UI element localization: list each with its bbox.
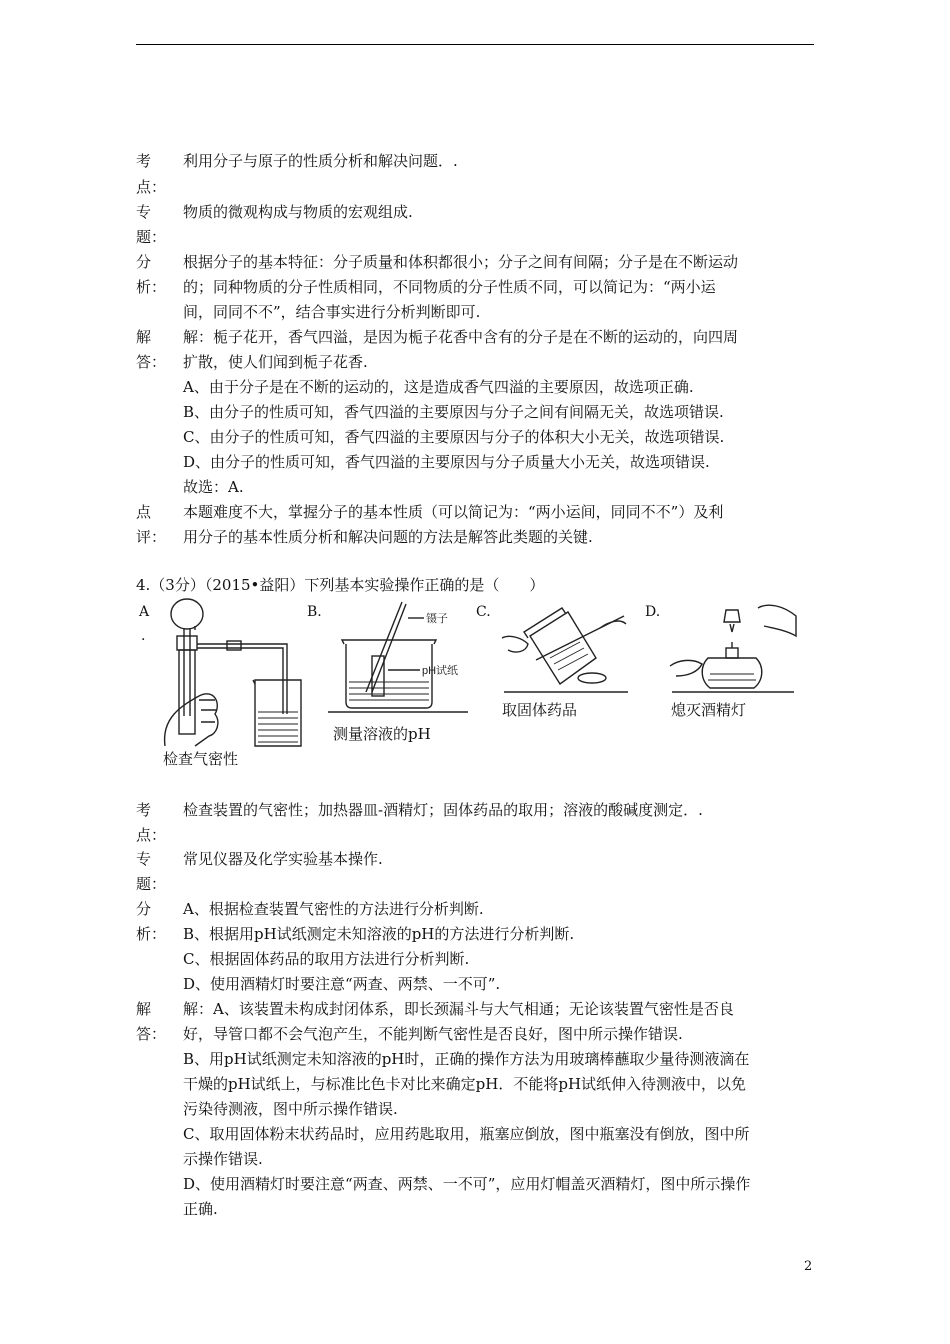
- q3-zhuanti-text: 物质的微观构成与物质的宏观组成.: [183, 203, 413, 221]
- page-number: 2: [804, 1259, 813, 1274]
- q4-kaodian-label-2: 点：: [136, 826, 167, 844]
- q4-option-d-label: D.: [645, 604, 661, 620]
- q4-kaodian-text: 检查装置的气密性；加热器皿-酒精灯；固体药品的取用；溶液的酸碱度测定．.: [183, 801, 703, 819]
- figure-a-airtightness: [155, 596, 305, 748]
- q4-jieda-label: 解: [136, 1000, 152, 1018]
- q4-zhuanti-label: 专: [136, 850, 152, 868]
- q3-jieda-line: D、由分子的性质可知，香气四溢的主要原因与分子质量大小无关，故选项错误.: [183, 453, 710, 471]
- q3-fenxi-label-2: 析：: [136, 278, 167, 296]
- header-rule: [136, 44, 814, 45]
- figure-d-alcohol-lamp: [668, 596, 798, 696]
- q4-fenxi-line: B、根据用pH试纸测定未知溶液的pH的方法进行分析判断.: [183, 925, 575, 943]
- q4-option-b-caption: 测量溶液的pH: [333, 725, 431, 743]
- q4-option-d-caption: 熄灭酒精灯: [671, 701, 747, 719]
- q4-kaodian-label: 考: [136, 801, 152, 819]
- q4-option-a-caption: 检查气密性: [163, 750, 239, 768]
- q3-zhuanti-label: 专: [136, 203, 152, 221]
- q4-fenxi-line: C、根据固体药品的取用方法进行分析判断.: [183, 950, 470, 968]
- q4-option-b-label: B.: [307, 604, 322, 620]
- q4-fenxi-line: D、使用酒精灯时要注意“两查、两禁、一不可”.: [183, 975, 501, 993]
- q4-jieda-line: 示操作错误.: [183, 1150, 263, 1168]
- q3-jieda-label: 解: [136, 328, 152, 346]
- q4-option-a-dot: .: [141, 628, 146, 644]
- figure-b-ph-test: [328, 598, 468, 714]
- q4-jieda-line: 污染待测液，图中所示操作错误.: [183, 1100, 398, 1118]
- q4-jieda-line: 解：A、该装置未构成封闭体系，即长颈漏斗与大气相通；无论该装置气密性是否良: [183, 1000, 734, 1018]
- q3-fenxi-line: 的；同种物质的分子性质相同，不同物质的分子性质不同，可以简记为：“两小运: [183, 278, 716, 296]
- q3-zhuanti-label-2: 题：: [136, 228, 167, 246]
- q4-option-c-caption: 取固体药品: [502, 701, 578, 719]
- q4-jieda-line: D、使用酒精灯时要注意“两查、两禁、一不可”，应用灯帽盖灭酒精灯，图中所示操作: [183, 1175, 751, 1193]
- q3-jieda-line: C、由分子的性质可知，香气四溢的主要原因与分子的体积大小无关，故选项错误.: [183, 428, 725, 446]
- q3-fenxi-line: 间，同同不不”，结合事实进行分析判断即可.: [183, 303, 481, 321]
- q3-dianping-line: 本题难度不大，掌握分子的基本性质（可以简记为：“两小运间，同同不不”）及利: [183, 503, 724, 521]
- q3-kaodian-label-2: 点：: [136, 178, 167, 196]
- q4-zhuanti-text: 常见仪器及化学实验基本操作.: [183, 850, 383, 868]
- q4-fenxi-label: 分: [136, 900, 152, 918]
- q4-option-a-label: A: [139, 604, 150, 620]
- q4-jieda-label-2: 答：: [136, 1025, 167, 1043]
- q4-fenxi-line: A、根据检查装置气密性的方法进行分析判断.: [183, 900, 484, 918]
- q3-fenxi-label: 分: [136, 253, 152, 271]
- figure-c-solid-reagent: [500, 598, 630, 694]
- q4-option-c-label: C.: [476, 604, 491, 620]
- q3-jieda-line: B、由分子的性质可知，香气四溢的主要原因与分子之间有间隔无关，故选项错误.: [183, 403, 724, 421]
- q4-jieda-line: C、取用固体粉末状药品时，应用药匙取用，瓶塞应倒放，图中瓶塞没有倒放，图中所: [183, 1125, 750, 1143]
- q4-jieda-line: 干燥的pH试纸上，与标准比色卡对比来确定pH．不能将pH试纸伸入待测液中，以免: [183, 1075, 747, 1093]
- q3-dianping-label-2: 评：: [136, 528, 167, 546]
- q3-dianping-line: 用分子的基本性质分析和解决问题的方法是解答此类题的关键.: [183, 528, 593, 546]
- q4-jieda-line: B、用pH试纸测定未知溶液的pH时，正确的操作方法为用玻璃棒蘸取少量待测液滴在: [183, 1050, 750, 1068]
- q3-jieda-line: 解：栀子花开，香气四溢，是因为栀子花香中含有的分子是在不断的运动的，向四周: [183, 328, 739, 346]
- tweezers-tag: 镊子: [426, 613, 448, 625]
- q3-fenxi-line: 根据分子的基本特征：分子质量和体积都很小；分子之间有间隔；分子是在不断运动: [183, 253, 739, 271]
- q4-zhuanti-label-2: 题：: [136, 875, 167, 893]
- q3-kaodian-label: 考: [136, 152, 152, 170]
- q3-jieda-line: 故选：A.: [183, 478, 244, 496]
- q4-stem: 4.（3分）（2015•益阳）下列基本实验操作正确的是（ ）: [136, 576, 545, 594]
- q3-jieda-line: 扩散，使人们闻到栀子花香.: [183, 353, 368, 371]
- q4-jieda-line: 正确.: [183, 1200, 218, 1218]
- q4-jieda-line: 好，导管口都不会气泡产生，不能判断气密性是否良好，图中所示操作错误.: [183, 1025, 683, 1043]
- ph-paper-tag: pH试纸: [422, 665, 459, 677]
- q3-jieda-line: A、由于分子是在不断的运动的，这是造成香气四溢的主要原因，故选项正确.: [183, 378, 694, 396]
- q3-dianping-label: 点: [136, 503, 152, 521]
- q4-fenxi-label-2: 析：: [136, 925, 167, 943]
- q3-kaodian-text: 利用分子与原子的性质分析和解决问题．.: [183, 152, 458, 170]
- q3-jieda-label-2: 答：: [136, 353, 167, 371]
